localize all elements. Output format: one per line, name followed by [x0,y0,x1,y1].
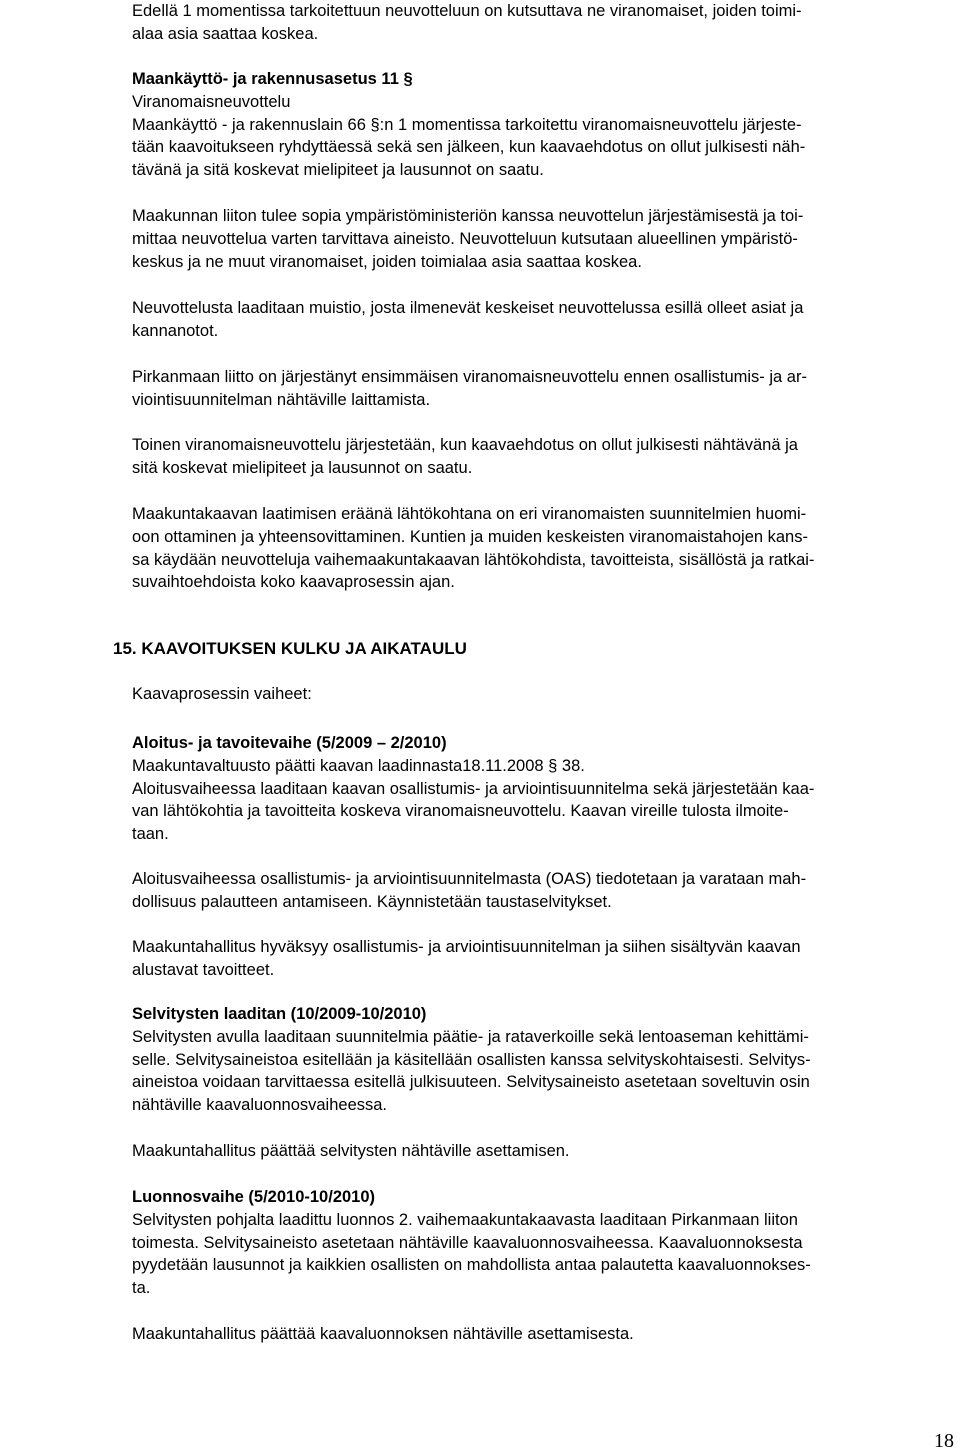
text-line: viointisuunnitelman nähtäville laittamista. [132,390,431,409]
text-line: sitä koskevat mielipiteet ja lausunnot on saatu. [132,458,473,477]
phase-aloitus [132,732,950,846]
phase-title: Luonnosvaihe (5/2010-10/2010) [132,1188,376,1206]
process-intro-text: Kaavaprosessin vaiheet: [132,685,312,703]
text-line: alustavat tavoitteet. [132,960,275,979]
paragraph [132,936,950,982]
paragraph [132,297,950,343]
section-number: 15. [113,639,137,658]
text-line: alaa asia saattaa koskea. [132,24,319,43]
paragraph [132,205,950,273]
text-line: Aloitusvaiheessa laaditaan kaavan osallistumis- ja arviointisuunnitelma sekä järjestetään kaa- [132,779,815,798]
phase-title: Selvitysten laaditan (10/2009-10/2010) [132,1005,427,1023]
text-line: Maakuntakaavan laatimisen eräänä lähtökohtana on eri viranomaisten suunnitelmien huomi- [132,505,807,523]
text-line: ta. [132,1279,151,1298]
text-line: selle. Selvitysaineistoa esitellään ja käsitellään osallisten kanssa selvityskohtaisesti. Selvitys- [132,1050,811,1069]
text-line: Selvitysten pohjalta laadittu luonnos 2. vaihemaakuntakaavasta laaditaan Pirkanmaan liiton [132,1210,798,1229]
text-line: toimesta. Selvitysaineisto asetetaan nähtäville kaavaluonnosvaiheessa. Kaavaluonnoksesta [132,1233,803,1252]
section-heading [113,638,467,660]
text-line: Pirkanmaan liitto on järjestänyt ensimmäisen viranomaisneuvottelu ennen osallistumis- ja ar- [132,368,807,386]
paragraph [132,868,950,914]
text-line: sa käydään neuvotteluja vaihemaakuntakaavan lähtökohdista, tavoitteista, sisällöstä ja ratkai- [132,550,815,569]
text-line: tään kaavoitukseen ryhdyttäessä sekä sen jälkeen, kun kaavaehdotus on ollut julkisesti näh- [132,138,806,157]
text-line: suvaihtoehdoista koko kaavaprosessin ajan. [132,573,455,592]
process-intro [132,683,950,706]
text-line: Maakuntavaltuusto päätti kaavan laadinnasta18.11.2008 § 38. [132,756,585,775]
text-line: keskus ja ne muut viranomaiset, joiden toimialaa asia saattaa koskea. [132,252,642,271]
text-line: nähtäville kaavaluonnosvaiheessa. [132,1096,388,1115]
phase-selvitykset [132,1003,950,1117]
paragraph [132,434,950,480]
paragraph [132,366,950,412]
paragraph [132,1323,950,1346]
law-section [132,68,950,182]
text-line: dollisuus palautteen antamiseen. Käynnistetään taustaselvitykset. [132,892,612,911]
paragraph [132,1140,950,1163]
text-line: aineistoa voidaan tarvittaessa esitellä julkisuuteen. Selvitysaineisto asetetaan soveltuvin osin [132,1073,810,1092]
text-line: Maankäyttö - ja rakennuslain 66 §:n 1 momentissa tarkoitettu viranomaisneuvottelu järjeste- [132,115,802,134]
section-title: KAAVOITUKSEN KULKU JA AIKATAULU [141,639,467,658]
phase-luonnos [132,1186,950,1300]
text-line: Edellä 1 momentissa tarkoitettuun neuvotteluun on kutsuttava ne viranomaiset, joiden toimi- [132,2,802,20]
law-section-subtitle: Viranomaisneuvottelu [132,92,291,111]
text-line: taan. [132,825,169,844]
text-line: oon ottaminen ja yhteensovittaminen. Kuntien ja muiden keskeisten viranomaistahojen kans- [132,527,808,546]
text-line: van lähtökohtia ja tavoitteita koskeva viranomaisneuvottelu. Kaavan vireille tulosta ilmoite- [132,802,789,821]
text-line: pyydetään lausunnot ja kaikkien osallisten on mahdollista antaa palautetta kaavaluonnokses- [132,1256,811,1275]
text-line: Maakuntahallitus päättää kaavaluonnoksen nähtäville asettamisesta. [132,1325,634,1343]
text-line: Selvitysten avulla laaditaan suunnitelmia päätie- ja rataverkoille sekä lentoaseman kehittämi- [132,1027,809,1046]
intro-paragraph [132,0,950,46]
text-line: kannanotot. [132,321,219,340]
page-number: 18 [934,1430,954,1452]
text-line: Maakunnan liiton tulee sopia ympäristöministeriön kanssa neuvottelun järjestämisestä ja toi- [132,207,804,225]
text-line: mittaa neuvottelua varten tarvittava aineisto. Neuvotteluun kutsutaan alueellinen ympäristö- [132,229,798,248]
text-line: Aloitusvaiheessa osallistumis- ja arviointisuunnitelmasta (OAS) tiedotetaan ja varataan mah- [132,870,807,888]
paragraph [132,503,950,594]
text-line: Toinen viranomaisneuvottelu järjestetään, kun kaavaehdotus on ollut julkisesti nähtävänä ja [132,436,798,454]
text-line: Neuvottelusta laaditaan muistio, josta ilmenevät keskeiset neuvottelussa esillä olleet asiat ja [132,299,804,317]
text-line: Maakuntahallitus hyväksyy osallistumis- ja arviointisuunnitelman ja siihen sisältyvän kaavan [132,938,801,956]
phase-title: Aloitus- ja tavoitevaihe (5/2009 – 2/2010) [132,734,447,752]
text-line: Maakuntahallitus päättää selvitysten nähtäville asettamisen. [132,1142,570,1160]
law-section-title: Maankäyttö- ja rakennusasetus 11 § [132,70,413,88]
text-line: tävänä ja sitä koskevat mielipiteet ja lausunnot on saatu. [132,161,544,180]
